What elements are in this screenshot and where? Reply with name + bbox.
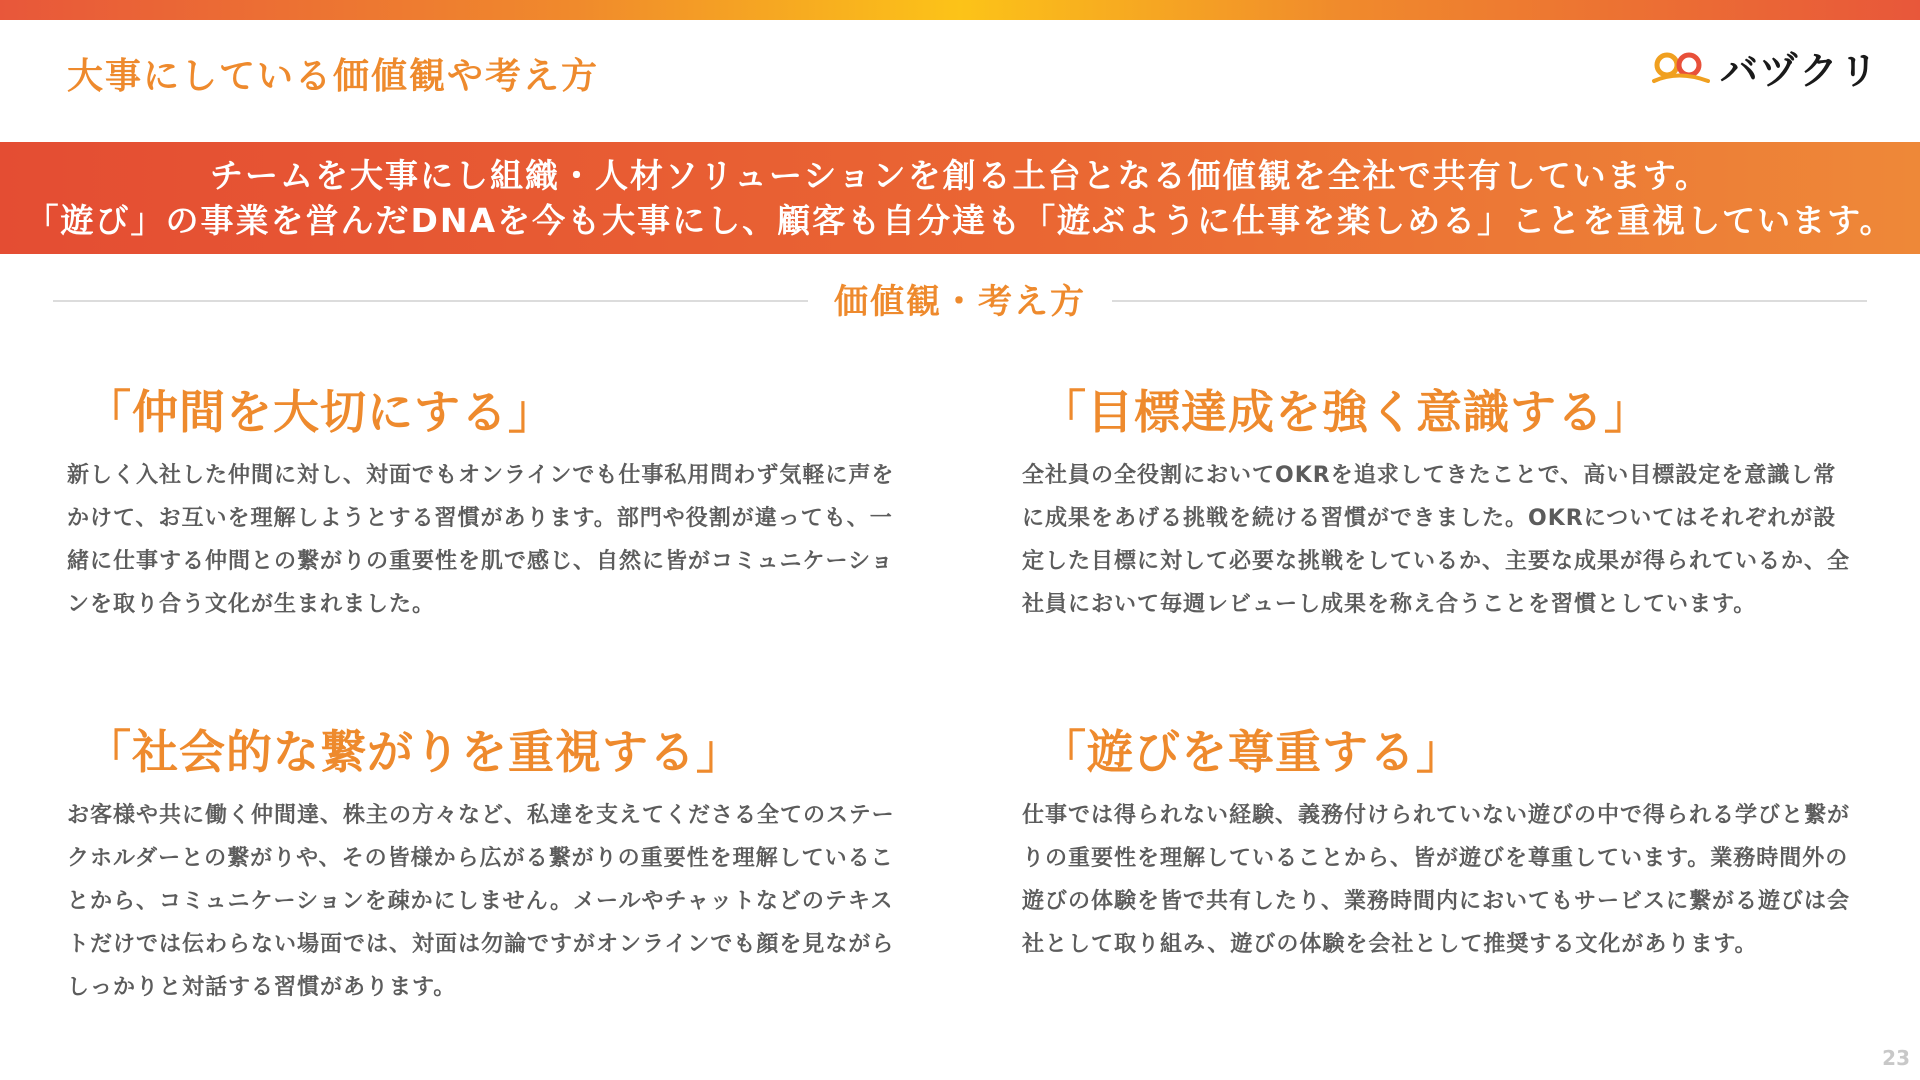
section-heading bbox=[0, 276, 1920, 330]
value-body: お客様や共に働く仲間達、株主の方々など、私達を支えてくださる全てのステークホルダーとの繋がりや、その皆様から広がる繋がりの重要性を理解していることから、コミュニケーションを疎かにしません。メールやチャットなどのテキストだけでは伝わらない場面では、対面は勿論ですがオンラインでも顔を見ながらしっかりと対話する習慣があります。 bbox=[67, 803, 895, 1000]
value-title: 「社会的な繋がりを重視する」 bbox=[85, 725, 743, 779]
value-body: 全社員の全役割においてOKRを追求してきたことで、高い目標設定を意識し常に成果をあげる挑戦を続ける習慣ができました。OKRについてはそれぞれが設定した目標に対して必要な挑戦をしているか、主要な成果が得られているか、全社員において毎週レビューし成果を称え合うことを習慣としています。 bbox=[1022, 463, 1851, 617]
logo-text: バヅクリ bbox=[1720, 48, 1880, 93]
value-body: 仕事では得られない経験、義務付けられていない遊びの中で得られる学びと繋がりの重要性を理解していることから、皆が遊びを尊重しています。業務時間外の遊びの体験を皆で共有したり、業務時間内においてもサービスに繋がる遊びは会社として取り組み、遊びの体験を会社として推奨する文化があります。 bbox=[1022, 803, 1851, 957]
value-title: 「目標達成を強く意識する」 bbox=[1040, 385, 1651, 439]
value-title: 「仲間を大切にする」 bbox=[85, 385, 555, 439]
logo-mark-icon bbox=[1650, 50, 1712, 84]
page-title: 大事にしている価値観や考え方 bbox=[67, 56, 600, 97]
value-body: 新しく入社した仲間に対し、対面でもオンラインでも仕事私用問わず気軽に声をかけて、お互いを理解しようとする習慣があります。部門や役割が違っても、一緒に仕事する仲間との繋がりの重要性を肌で感じ、自然に皆がコミュニケーションを取り合う文化が生まれました。 bbox=[67, 463, 895, 617]
banner-line-1: チームを大事にし組織・人材ソリューションを創る土台となる価値観を全社で共有しています。 bbox=[209, 156, 1711, 195]
divider-right bbox=[1112, 300, 1867, 302]
value-title: 「遊びを尊重する」 bbox=[1040, 725, 1463, 779]
top-gradient-bar bbox=[0, 0, 1920, 20]
value-card-goal bbox=[1022, 382, 1852, 626]
value-card-nakama bbox=[67, 382, 897, 626]
value-card-play bbox=[1022, 722, 1852, 966]
value-card-social bbox=[67, 722, 897, 1009]
section-title: 価値観・考え方 bbox=[834, 282, 1086, 322]
company-logo bbox=[1650, 44, 1880, 93]
banner-line-2: 「遊び」の事業を営んだDNAを今も大事にし、顧客も自分達も「遊ぶように仕事を楽しめる」ことを重視しています。 bbox=[25, 201, 1895, 240]
page-number: 23 bbox=[1882, 1046, 1910, 1070]
mission-banner bbox=[0, 142, 1920, 254]
divider-left bbox=[53, 300, 808, 302]
